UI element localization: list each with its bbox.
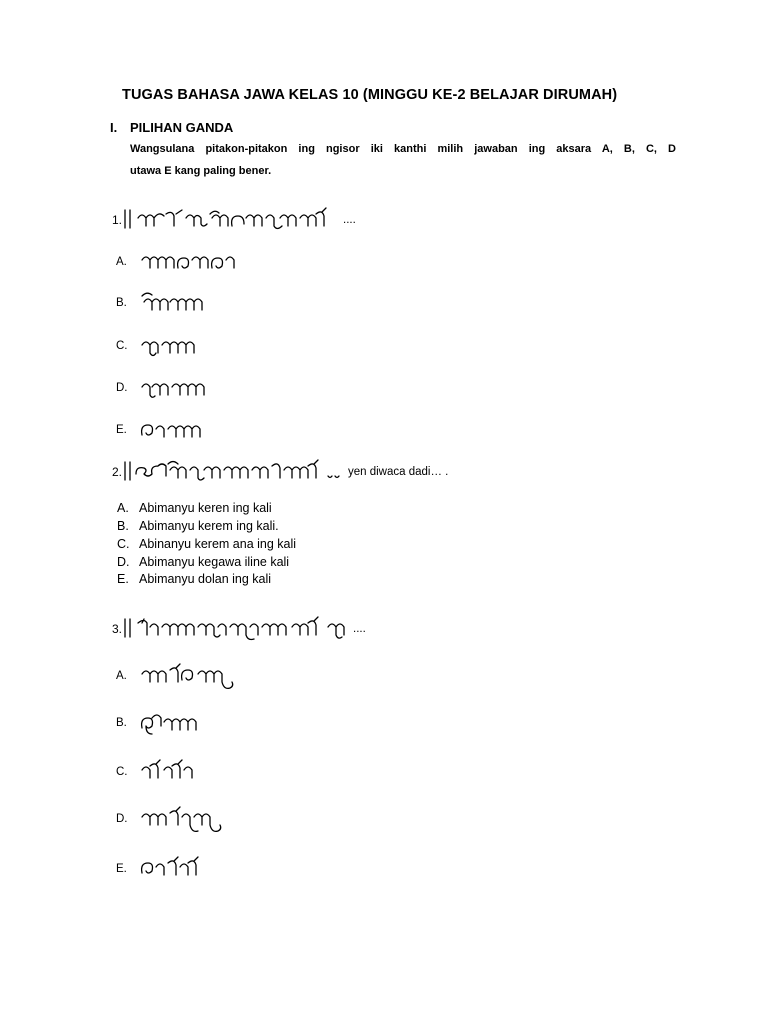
question-2-option-a-letter: A. bbox=[117, 501, 129, 515]
question-3-option-d-letter: D. bbox=[116, 813, 128, 825]
instruction-line-1: Wangsulana pitakon-pitakon ing ngisor iki kanthi milih jawaban ing aksara A, B, C, D bbox=[130, 143, 676, 155]
question-1-option-d-letter: D. bbox=[116, 382, 128, 394]
question-2-option-d[interactable] bbox=[117, 555, 289, 569]
instruction-line-2: utawa E kang paling bener. bbox=[130, 165, 272, 177]
question-3-option-a-javanese-script[interactable] bbox=[140, 660, 250, 694]
question-2-option-b-text: Abimanyu kerem ing kali. bbox=[139, 519, 279, 533]
question-1-tail: .... bbox=[343, 214, 356, 226]
question-1-javanese-script bbox=[122, 204, 342, 236]
question-1-option-d-javanese-script[interactable] bbox=[140, 373, 220, 403]
question-2-option-b[interactable] bbox=[117, 519, 279, 533]
section-number: I. bbox=[110, 120, 118, 135]
question-1-number: 1. bbox=[112, 213, 123, 227]
question-3-option-c-letter: C. bbox=[116, 766, 128, 778]
question-2-option-e[interactable] bbox=[117, 572, 271, 586]
question-2-javanese-script bbox=[122, 456, 347, 488]
question-1-option-c-javanese-script[interactable] bbox=[140, 331, 220, 361]
question-1-option-e-javanese-script[interactable] bbox=[140, 415, 220, 443]
question-2-tail: yen diwaca dadi… . bbox=[348, 466, 449, 478]
question-1-option-a-javanese-script[interactable] bbox=[140, 248, 250, 276]
question-1-option-b-javanese-script[interactable] bbox=[140, 288, 220, 316]
question-3-tail: .... bbox=[353, 623, 366, 635]
question-2-option-c-letter: C. bbox=[117, 537, 130, 551]
question-2-option-b-letter: B. bbox=[117, 519, 129, 533]
question-2-option-d-text: Abimanyu kegawa iline kali bbox=[139, 555, 290, 569]
document-title: TUGAS BAHASA JAWA KELAS 10 (MINGGU KE-2 BELAJAR DIRUMAH) bbox=[122, 87, 618, 103]
question-2-option-a-text: Abimanyu keren ing kali bbox=[139, 501, 272, 515]
question-3-option-d-javanese-script[interactable] bbox=[140, 803, 240, 837]
question-1-option-b-letter: B. bbox=[116, 297, 127, 309]
question-2-option-c-text: Abinanyu kerem ana ing kali bbox=[139, 537, 297, 551]
question-2-option-d-letter: D. bbox=[117, 555, 130, 569]
question-3-option-e-javanese-script[interactable] bbox=[140, 853, 210, 883]
question-3-option-b-javanese-script[interactable] bbox=[140, 708, 220, 740]
question-3-javanese-script bbox=[122, 613, 352, 647]
question-1-option-e-letter: E. bbox=[116, 424, 127, 436]
question-2-option-e-text: Abimanyu dolan ing kali bbox=[139, 572, 272, 586]
question-2-number: 2. bbox=[112, 465, 123, 479]
question-2-option-a[interactable] bbox=[117, 501, 272, 515]
question-1-option-a-letter: A. bbox=[116, 256, 127, 268]
section-title: PILIHAN GANDA bbox=[130, 120, 234, 135]
question-3-option-c-javanese-script[interactable] bbox=[140, 756, 210, 786]
question-3-option-a-letter: A. bbox=[116, 670, 127, 682]
question-2-option-c[interactable] bbox=[117, 537, 296, 551]
question-3-option-b-letter: B. bbox=[116, 717, 127, 729]
question-3-option-e-letter: E. bbox=[116, 863, 127, 875]
question-1-option-c-letter: C. bbox=[116, 340, 128, 352]
question-3-number: 3. bbox=[112, 622, 123, 636]
question-2-option-e-letter: E. bbox=[117, 572, 129, 586]
